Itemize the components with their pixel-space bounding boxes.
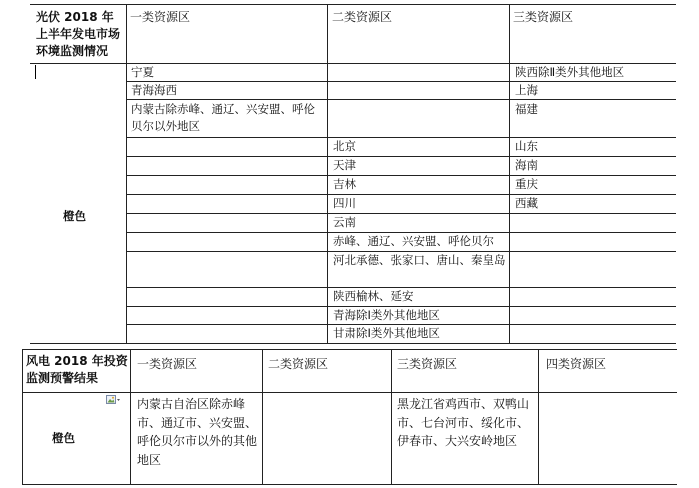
solar-class1-item: 青海海西	[131, 83, 177, 97]
solar-header-class1: 一类资源区	[130, 10, 191, 24]
wind-title: 风电 2018 年投资监测预警结果	[26, 354, 128, 385]
rule	[22, 392, 677, 393]
solar-class2-item: 赤峰、通辽、兴安盟、呼伦贝尔	[333, 234, 494, 248]
rule	[126, 194, 676, 195]
solar-class2-item: 河北承德、张家口、唐山、秦皇岛	[333, 253, 506, 267]
wind-header-class1: 一类资源区	[137, 357, 198, 371]
solar-class3-item: 陕西除Ⅱ类外其他地区	[515, 65, 625, 79]
rule	[22, 349, 23, 484]
solar-title: 光伏 2018 年上半年发电市场环境监测情况	[36, 10, 121, 58]
rule	[262, 349, 263, 484]
rule	[126, 99, 676, 100]
wind-class3-cell: 黑龙江省鸡西市、双鸭山市、七台河市、绥化市、伊春市、大兴安岭地区	[397, 397, 530, 448]
wind-color-label: 橙色	[52, 431, 75, 445]
wind-header-class3: 三类资源区	[397, 357, 458, 371]
solar-class2-item: 天津	[333, 158, 356, 172]
solar-header-class3: 三类资源区	[513, 10, 574, 24]
wind-class1-cell: 内蒙古自治区除赤峰市、通辽市、兴安盟、呼伦贝尔市以外的其他地区	[137, 397, 258, 467]
solar-class2-item: 云南	[333, 215, 356, 229]
rule	[126, 137, 676, 138]
rule	[126, 175, 676, 176]
rule	[509, 4, 510, 343]
solar-class2-item: 甘肃除Ⅰ类外其他地区	[333, 326, 440, 340]
rule	[126, 213, 676, 214]
solar-class3-item: 海南	[515, 158, 538, 172]
solar-class3-item: 西藏	[515, 196, 538, 210]
rule	[538, 349, 539, 484]
solar-class3-item: 山东	[515, 139, 538, 153]
solar-class2-item: 陕西榆林、延安	[333, 289, 414, 303]
solar-class2-item: 北京	[333, 139, 356, 153]
rule	[391, 349, 392, 484]
wind-header-class2: 二类资源区	[268, 357, 329, 371]
solar-class2-item: 吉林	[333, 177, 356, 191]
rule	[130, 349, 131, 484]
rule	[327, 4, 328, 343]
solar-class1-item: 内蒙古除赤峰、通辽、兴安盟、呼伦贝尔以外地区	[131, 102, 315, 133]
wind-header-class4: 四类资源区	[546, 357, 607, 371]
rule	[30, 343, 676, 344]
rule	[22, 349, 677, 350]
solar-header-class2: 二类资源区	[332, 10, 393, 24]
rule	[126, 81, 676, 82]
solar-class1-item: 宁夏	[131, 65, 154, 79]
solar-color-label: 橙色	[63, 209, 86, 223]
rule	[126, 4, 127, 343]
solar-class3-item: 重庆	[515, 177, 538, 191]
solar-class2-item: 四川	[333, 196, 356, 210]
image-placeholder-icon	[106, 395, 120, 405]
text-cursor	[35, 65, 36, 79]
rule	[22, 484, 677, 485]
solar-class3-item: 上海	[515, 83, 538, 97]
solar-class3-item: 福建	[515, 102, 538, 116]
solar-class2-item: 青海除Ⅰ类外其他地区	[333, 308, 440, 322]
rule	[126, 156, 676, 157]
